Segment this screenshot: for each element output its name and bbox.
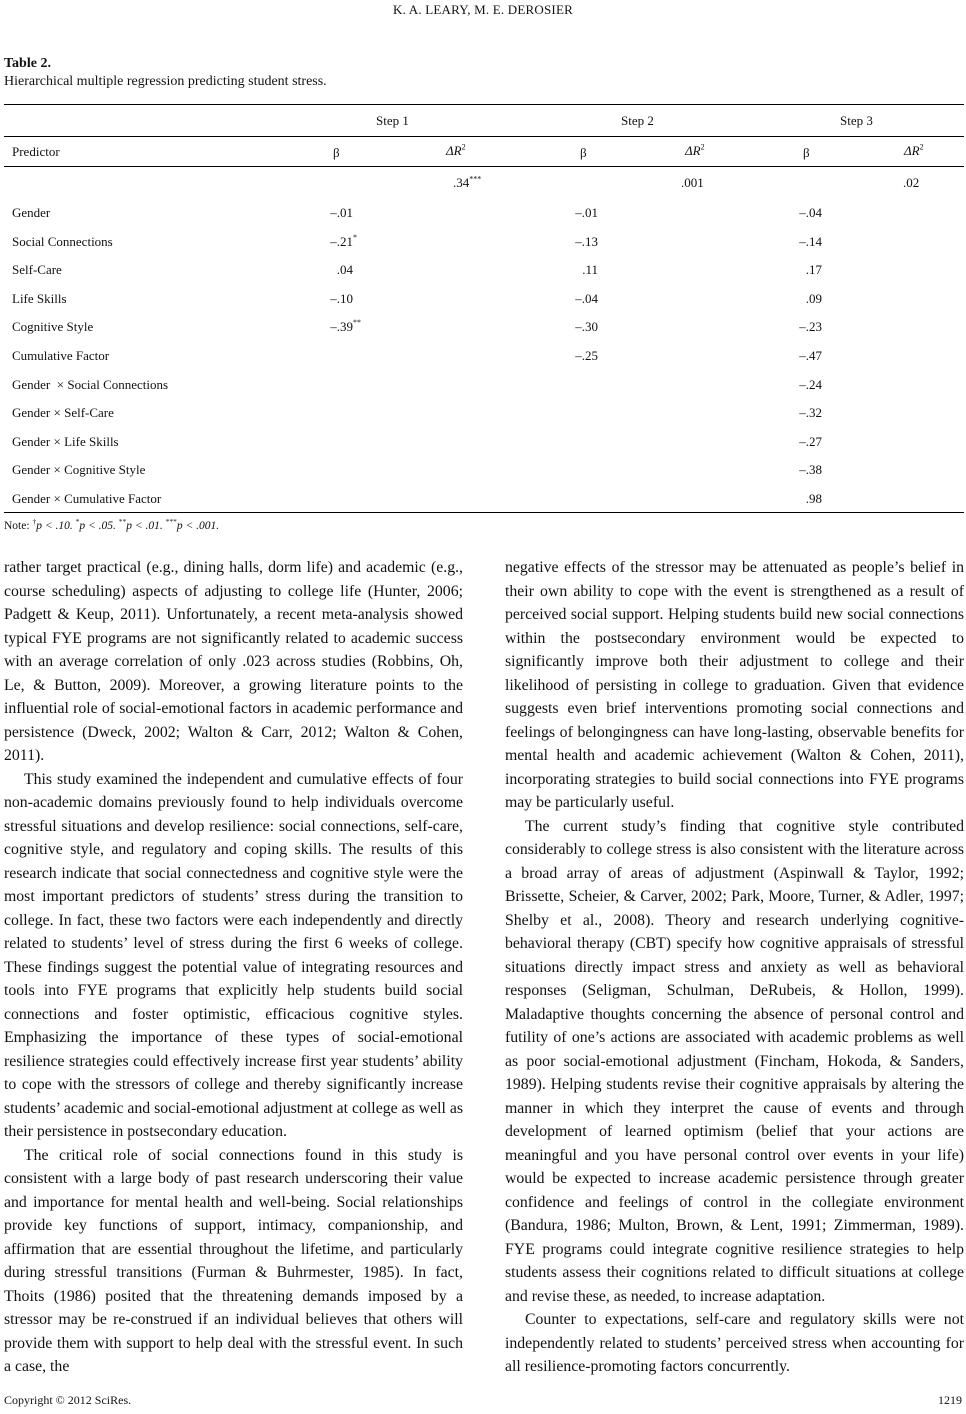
step-rule <box>4 136 964 137</box>
table-cell-b2 <box>575 348 598 364</box>
table-cell-b1: –.39 ** <box>330 318 361 335</box>
note-sup: *** <box>165 517 177 527</box>
beta-value: –.39 <box>330 319 353 335</box>
beta-header-2: β <box>580 145 587 160</box>
r2-sig: *** <box>469 174 482 184</box>
table-caption: Hierarchical multiple regression predicting student stress. <box>4 74 327 89</box>
table-cell-b3 <box>799 405 822 421</box>
beta-value: –.38 <box>799 462 822 478</box>
table-cell-b3 <box>799 348 822 364</box>
table-cell-b1 <box>337 262 353 278</box>
table-cell-b2 <box>575 205 598 221</box>
beta-value: –.32 <box>799 405 822 421</box>
beta-value: –.04 <box>575 290 598 306</box>
table-bottom-rule <box>4 512 964 513</box>
beta-value: –.23 <box>799 319 822 335</box>
table-cell-b3 <box>799 319 822 335</box>
r2-header-sup: 2 <box>919 142 924 152</box>
left-column <box>4 556 463 1379</box>
table-cell-b1 <box>330 205 353 221</box>
r2-header-text: ΔR <box>904 143 920 158</box>
table-top-rule <box>4 104 964 105</box>
beta-value: –.10 <box>330 290 353 306</box>
table-row-label: Gender <box>12 205 51 220</box>
r2-value: .34 <box>453 175 470 190</box>
r2-header-sup: 2 <box>700 142 705 152</box>
table-cell-b3 <box>799 434 822 450</box>
beta-header-3: β <box>803 145 810 160</box>
paragraph: rather target practical (e.g., dining halls, dorm life) and academic (e.g., course scheduling) aspects of adjusting to college life (Hunter, 2006; Padgett & Keup, 2011). Unfortunately, a recent meta-analysis showed typical FYE programs are not significantly related to academic success with an average correlation of only .023 across studies (Robbins, Oh, Le, & Button, 2009). Moreover, a growing literature points to the influential role of social-emotional factors in academic performance and persistence (Dweck, 2002; Walton & Carr, 2012; Walton & Cohen, 2011). <box>4 559 463 764</box>
table-cell-b3 <box>799 234 822 250</box>
paragraph: The current study’s finding that cognitive style contributed considerably to college stress is also consistent with the literature across a broad array of areas of adjustment (Aspinwall & Taylor, 1992; Brissette, Scheier, & Carver, 2002; Park, Moore, Turner, & Adler, 1997; Shelby et al., 2008). Theory and research underlying cognitive-behavioral therapy (CBT) specify how cognitive appraisals of stressful situations directly impact stress and anxiety as well as behavioral responses (Seligman, Schulman, DeRubeis, & Hollon, 1999). Maladaptive thoughts concerning the absence of personal control and futility of one’s actions are associated with academic problems as well as poor social-emotional adjustment (Fincham, Hokoda, & Sanders, 1989). Helping students revise their cognitive appraisals by altering the manner in which they interpret the cause of events and through development of learned optimism (belief that your actions are meaningful and you have personal control over events in your life) would be expected to increase academic persistence through greater confidence and feelings of control in the collegiate environment (Bandura, 1986; Multon, Brown, & Lent, 1991; Zimmerman, 1989). FYE programs could integrate cognitive resilience strategies to help students assess their cognitions related to difficult situations at college and revise these, as needed, to increase adaptation. <box>505 817 964 1305</box>
table-cell-b1: –.21 * <box>330 232 357 249</box>
r2-step-1 <box>453 175 481 191</box>
table-row-label: Self-Care <box>12 262 62 278</box>
beta-value: –.47 <box>799 348 822 363</box>
beta-value: .98 <box>805 491 822 506</box>
beta-value: –.14 <box>799 233 822 249</box>
beta-value: .17 <box>805 262 822 278</box>
note-sup: ** <box>118 517 127 527</box>
table-row-label: Life Skills <box>12 290 67 306</box>
copyright: Copyright © 2012 SciRes. <box>4 1393 132 1407</box>
running-head: K. A. LEARY, M. E. DEROSIER <box>393 2 573 17</box>
table-cell-b2 <box>575 234 598 250</box>
beta-value: –.21 <box>330 233 353 249</box>
right-column <box>505 556 964 1379</box>
paragraph: Counter to expectations, self-care and regulatory skills were not independently related to students’ perceived stress when accounting for all resilience-promoting factors concurrently. <box>505 1311 964 1375</box>
table-cell-b3 <box>799 377 822 393</box>
table-cell-b3 <box>799 462 822 478</box>
table-cell-b3 <box>806 291 822 307</box>
predictor-header: Predictor <box>12 144 60 159</box>
r2-value: .001 <box>681 175 704 190</box>
note-prefix: Note: <box>4 520 33 532</box>
note-text: p < .05. <box>79 520 119 532</box>
beta-value: –.25 <box>575 348 598 363</box>
beta-value: –.27 <box>799 433 822 449</box>
r2-step-2 <box>681 175 704 191</box>
r2-header-sup: 2 <box>461 142 466 152</box>
table-cell-b2 <box>582 262 598 278</box>
beta-value: –.13 <box>575 233 598 249</box>
table-row-label: Gender × Cognitive Style <box>12 462 146 478</box>
beta-value: .09 <box>805 290 822 306</box>
step-3-header: Step 3 <box>840 113 873 128</box>
table-cell-b2 <box>575 319 598 335</box>
beta-value: –.01 <box>575 205 598 220</box>
step-2-header: Step 2 <box>621 113 654 128</box>
table-row-label: Gender × Self-Care <box>12 405 114 421</box>
table-row-label: Gender × Social Connections <box>12 376 169 392</box>
note-sup: * <box>75 517 80 527</box>
table-cell-b3 <box>806 491 822 507</box>
r2-header-text: ΔR <box>685 143 701 158</box>
table-cell-b2 <box>575 291 598 307</box>
beta-value: .04 <box>336 262 353 278</box>
table-row-label: Gender × Cumulative Factor <box>12 491 162 506</box>
table-row-label: Cumulative Factor <box>12 348 110 363</box>
header-rule <box>4 166 964 167</box>
table-cell-b3 <box>806 262 822 278</box>
beta-header-1: β <box>333 145 340 160</box>
r2-header-2 <box>685 143 705 159</box>
paragraph: negative effects of the stressor may be attenuated as people’s belief in their own ability to cope with the event is strengthened as a result of perceived social support. Helping students build new social connections within the postsecondary environment would be expected to significantly improve both their adjustment to college and their likelihood of persisting in college to graduation. Given that evidence suggests even brief interventions promoting social connections and feelings of belongingness can have long-lasting, observable benefits for mental health and academic achievement (Walton & Cohen, 2011), incorporating strategies to build social connections into FYE programs may be particularly useful. <box>505 559 964 811</box>
r2-header-text: ΔR <box>446 143 462 158</box>
table-note <box>4 517 220 532</box>
paragraph: The critical role of social connections found in this study is consistent with a large body of past research underscoring their value and importance for mental health and well-being. Social relationships provide key functions of support, intimacy, companionship, and affirmation that are essential throughout the lifetime, and particularly during stressful transitions (Furman & Buhrmester, 1985). In fact, Thoits (1986) posited that the threatening demands imposed by a stressor may be re-construed if an individual believes that others will provide them with support to help deal with the stressful event. In such a case, the <box>4 1146 463 1375</box>
paragraph: This study examined the independent and cumulative effects of four non-academic domains previously found to help individuals overcome stressful situations and develop resilience: social connections, self-care, cognitive style, and regulatory and coping skills. The results of this research indicate that social connectedness and cognitive style were the most important predictors of students’ stress during the transition to college. In fact, these two factors were each independently and directly related to students’ level of stress during the first 6 weeks of college. These findings suggest the potential value of integrating resources and tools into FYE programs that explicitly help students build social connections and foster optimistic, efficacious cognitive styles. Emphasizing the importance of these types of social-emotional resilience strategies could effectively increase first year students’ ability to cope with the stressors of college and thereby significantly increase students’ academic and social-emotional adjustment at college as well as their persistence in postsecondary education. <box>4 770 463 1140</box>
note-sup: † <box>32 517 37 527</box>
table-row-label: Gender × Life Skills <box>12 433 119 449</box>
table-row-label: Social Connections <box>12 233 113 249</box>
note-text: p < .01. <box>126 520 166 532</box>
note-text: p < .001. <box>176 520 220 532</box>
table-title: Table 2. <box>4 56 51 71</box>
table-cell-b3 <box>799 205 822 221</box>
r2-step-3 <box>903 175 919 191</box>
table-cell-b1 <box>330 291 353 307</box>
page-number: 1219 <box>938 1393 962 1407</box>
beta-value: –.01 <box>330 205 353 220</box>
beta-value: –.24 <box>799 376 822 392</box>
beta-value: .11 <box>582 262 598 278</box>
r2-header-1 <box>446 143 466 159</box>
note-text: p < .10. <box>36 520 76 532</box>
beta-value: –.30 <box>575 319 598 335</box>
table-row-label: Cognitive Style <box>12 319 94 335</box>
beta-value: –.04 <box>799 205 822 220</box>
r2-header-3 <box>904 143 924 159</box>
step-1-header: Step 1 <box>376 113 409 128</box>
r2-value: .02 <box>903 175 920 190</box>
